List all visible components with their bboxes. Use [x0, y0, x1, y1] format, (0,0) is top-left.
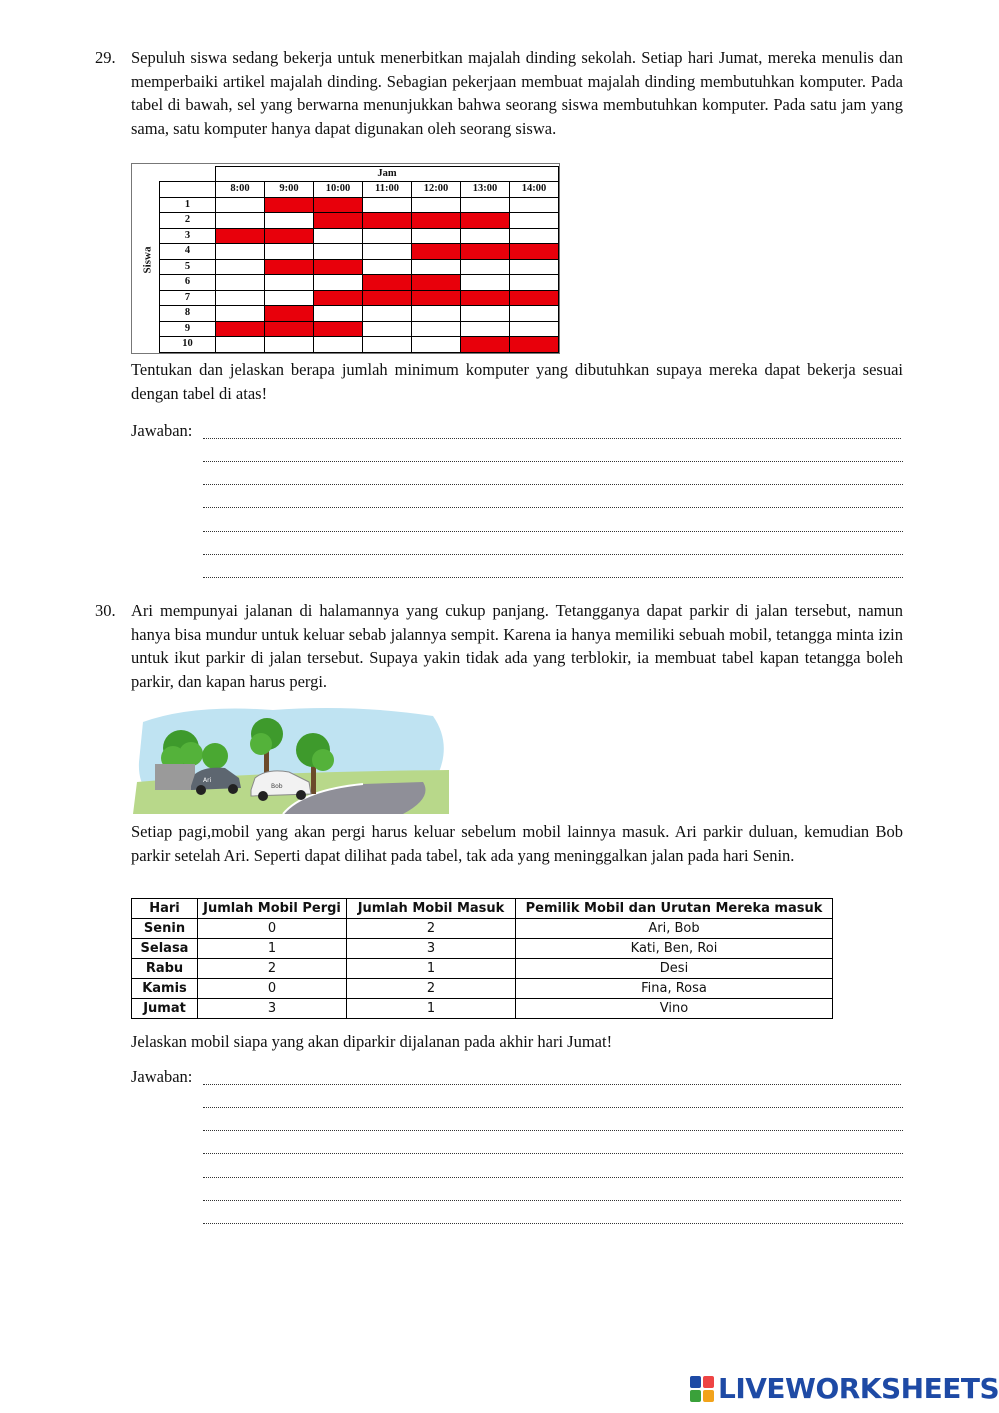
schedule-cell-used	[216, 321, 265, 337]
question-30-context: Setiap pagi,mobil yang akan pergi harus keluar sebelum mobil lainnya masuk. Ari parkir duluan, kemudian Bob parkir setelah Ari. Seperti dapat dilihat pada tabel, tak ada yang meninggalkan jalan pada hari Senin.	[131, 822, 903, 865]
schedule-cell-used	[461, 244, 510, 260]
schedule-cell-free	[216, 197, 265, 213]
schedule-cell-free	[363, 321, 412, 337]
schedule-cell-used	[510, 244, 559, 260]
answer-line[interactable]	[203, 1223, 903, 1224]
jam-header: Jam	[216, 167, 559, 182]
col-header-hari: Hari	[132, 899, 198, 919]
cars-leaving-cell: 3	[198, 999, 347, 1019]
question-30-context-block	[95, 820, 903, 867]
schedule-cell-free	[314, 244, 363, 260]
car-label-ari: Ari	[203, 777, 212, 784]
schedule-cell-used	[265, 197, 314, 213]
answer-line[interactable]	[203, 1084, 901, 1085]
answer-line[interactable]	[203, 577, 903, 578]
day-cell: Selasa	[132, 939, 198, 959]
schedule-cell-free	[510, 197, 559, 213]
table-row	[160, 244, 559, 260]
student-number: 10	[160, 337, 216, 353]
student-number: 5	[160, 259, 216, 275]
table-row	[160, 228, 559, 244]
student-number: 8	[160, 306, 216, 322]
time-header: 14:00	[510, 182, 559, 198]
schedule-cell-free	[314, 337, 363, 353]
answer-line[interactable]	[203, 438, 901, 439]
student-number: 2	[160, 213, 216, 229]
schedule-cell-used	[314, 197, 363, 213]
logo-text: LIVEWORKSHEETS	[718, 1372, 999, 1405]
schedule-cell-free	[363, 259, 412, 275]
table-row	[160, 290, 559, 306]
car-label-bob: Bob	[271, 783, 283, 790]
schedule-cell-free	[363, 244, 412, 260]
time-header: 13:00	[461, 182, 510, 198]
owners-cell: Vino	[516, 999, 833, 1019]
schedule-cell-free	[461, 259, 510, 275]
question-30-number: 30.	[95, 601, 116, 620]
schedule-cell-free	[412, 321, 461, 337]
question-29	[95, 46, 903, 140]
schedule-cell-free	[265, 244, 314, 260]
answer-label-30: Jawaban:	[131, 1067, 193, 1086]
question-30-text: Ari mempunyai jalanan di halamannya yang cukup panjang. Tetangganya dapat parkir di jalan tersebut, namun hanya bisa mundur untuk keluar sebab jalannya sempit. Karena ia hanya memiliki sebuah mobil, tetangga minta izin untuk ikut parkir di jalan tersebut. Supaya yakin tidak ada yang terblokir, ia membuat tabel kapan tetangga boleh parkir, dan kapan harus pergi.	[131, 601, 903, 691]
answer-area-29[interactable]	[131, 420, 903, 580]
table-row	[160, 321, 559, 337]
student-number: 6	[160, 275, 216, 291]
cars-entering-cell: 2	[347, 979, 516, 999]
schedule-cell-free	[216, 275, 265, 291]
siswa-axis-label: Siswa	[141, 246, 154, 274]
table-row	[160, 306, 559, 322]
schedule-cell-free	[265, 275, 314, 291]
cars-entering-cell: 1	[347, 959, 516, 979]
answer-line[interactable]	[203, 554, 903, 555]
cars-entering-cell: 2	[347, 919, 516, 939]
schedule-cell-free	[510, 259, 559, 275]
schedule-cell-used	[314, 290, 363, 306]
cars-leaving-cell: 1	[198, 939, 347, 959]
schedule-cell-free	[461, 275, 510, 291]
liveworksheets-logo	[690, 1372, 999, 1405]
schedule-cell-free	[314, 275, 363, 291]
answer-line[interactable]	[203, 1153, 903, 1154]
computer-schedule-figure	[131, 163, 560, 354]
schedule-cell-free	[216, 213, 265, 229]
answer-line[interactable]	[203, 484, 903, 485]
schedule-cell-used	[412, 213, 461, 229]
answer-line[interactable]	[203, 531, 903, 532]
table-row	[132, 979, 833, 999]
schedule-cell-used	[461, 337, 510, 353]
schedule-cell-used	[314, 321, 363, 337]
student-number: 3	[160, 228, 216, 244]
answer-line[interactable]	[203, 1130, 903, 1131]
schedule-cell-free	[216, 337, 265, 353]
schedule-cell-used	[363, 290, 412, 306]
answer-line[interactable]	[203, 1200, 901, 1201]
schedule-cell-used	[412, 244, 461, 260]
owners-cell: Fina, Rosa	[516, 979, 833, 999]
schedule-cell-free	[412, 306, 461, 322]
schedule-cell-used	[363, 275, 412, 291]
answer-area-30[interactable]	[131, 1066, 903, 1226]
schedule-cell-free	[461, 321, 510, 337]
schedule-cell-free	[265, 337, 314, 353]
table-row	[132, 919, 833, 939]
time-header: 8:00	[216, 182, 265, 198]
schedule-cell-free	[363, 228, 412, 244]
schedule-cell-free	[314, 228, 363, 244]
schedule-cell-free	[412, 337, 461, 353]
owners-cell: Kati, Ben, Roi	[516, 939, 833, 959]
question-29-prompt: Tentukan dan jelaskan berapa jumlah minimum komputer yang dibutuhkan supaya mereka dapat bekerja sesuai dengan tabel di atas!	[131, 360, 903, 403]
computer-schedule-table	[159, 166, 559, 353]
table-row	[132, 939, 833, 959]
schedule-cell-free	[510, 275, 559, 291]
answer-line[interactable]	[203, 1107, 903, 1108]
table-row	[160, 197, 559, 213]
owners-cell: Desi	[516, 959, 833, 979]
schedule-cell-used	[363, 213, 412, 229]
schedule-cell-free	[363, 306, 412, 322]
schedule-cell-used	[265, 228, 314, 244]
schedule-cell-free	[412, 197, 461, 213]
schedule-cell-free	[461, 228, 510, 244]
schedule-cell-free	[265, 290, 314, 306]
schedule-cell-used	[510, 337, 559, 353]
schedule-cell-free	[461, 306, 510, 322]
schedule-cell-free	[510, 213, 559, 229]
schedule-cell-free	[461, 197, 510, 213]
live-logo-mark-icon	[690, 1376, 714, 1402]
schedule-cell-free	[265, 213, 314, 229]
question-30	[95, 599, 903, 693]
schedule-cell-free	[216, 290, 265, 306]
schedule-cell-free	[363, 197, 412, 213]
day-cell: Senin	[132, 919, 198, 939]
cars-entering-cell: 3	[347, 939, 516, 959]
schedule-cell-free	[510, 228, 559, 244]
cars-leaving-cell: 0	[198, 919, 347, 939]
question-30-prompt-block	[95, 1030, 903, 1054]
schedule-cell-free	[510, 321, 559, 337]
table-row	[132, 999, 833, 1019]
schedule-cell-used	[412, 275, 461, 291]
table-row	[160, 213, 559, 229]
student-number: 1	[160, 197, 216, 213]
day-cell: Rabu	[132, 959, 198, 979]
answer-label-29: Jawaban:	[131, 421, 193, 440]
schedule-cell-free	[216, 244, 265, 260]
schedule-cell-free	[314, 306, 363, 322]
schedule-cell-used	[314, 213, 363, 229]
schedule-cell-used	[461, 290, 510, 306]
time-header: 10:00	[314, 182, 363, 198]
schedule-cell-used	[216, 228, 265, 244]
student-number: 4	[160, 244, 216, 260]
student-number: 9	[160, 321, 216, 337]
table-row	[132, 959, 833, 979]
question-29-prompt-block	[95, 358, 903, 405]
answer-line[interactable]	[203, 507, 903, 508]
schedule-cell-free	[412, 228, 461, 244]
table-row	[160, 259, 559, 275]
driveway-illustration	[133, 702, 449, 814]
schedule-cell-used	[265, 259, 314, 275]
answer-line[interactable]	[203, 461, 903, 462]
schedule-cell-used	[314, 259, 363, 275]
time-header: 9:00	[265, 182, 314, 198]
question-29-number: 29.	[95, 48, 116, 67]
cars-entering-cell: 1	[347, 999, 516, 1019]
cars-leaving-cell: 0	[198, 979, 347, 999]
student-number: 7	[160, 290, 216, 306]
schedule-cell-used	[412, 290, 461, 306]
day-cell: Jumat	[132, 999, 198, 1019]
schedule-cell-used	[265, 306, 314, 322]
schedule-cell-used	[265, 321, 314, 337]
schedule-cell-used	[510, 290, 559, 306]
col-header-pemilik: Pemilik Mobil dan Urutan Mereka masuk	[516, 899, 833, 919]
table-row	[160, 275, 559, 291]
table-row	[160, 337, 559, 353]
schedule-cell-free	[216, 259, 265, 275]
parking-table	[131, 898, 833, 1019]
time-header: 11:00	[363, 182, 412, 198]
question-30-prompt: Jelaskan mobil siapa yang akan diparkir dijalanan pada akhir hari Jumat!	[131, 1032, 613, 1051]
col-header-pergi: Jumlah Mobil Pergi	[198, 899, 347, 919]
schedule-cell-free	[412, 259, 461, 275]
question-29-text: Sepuluh siswa sedang bekerja untuk menerbitkan majalah dinding sekolah. Setiap hari Jumat, mereka menulis dan memperbaiki artikel majalah dinding. Sebagian pekerjaan membuat majalah dinding membutuhkan komputer. Pada tabel di bawah, sel yang berwarna menunjukkan bahwa seorang siswa membutuhkan komputer. Pada satu jam yang sama, satu komputer hanya dapat digunakan oleh seorang siswa.	[131, 48, 903, 138]
schedule-cell-free	[216, 306, 265, 322]
schedule-cell-used	[461, 213, 510, 229]
col-header-masuk: Jumlah Mobil Masuk	[347, 899, 516, 919]
schedule-cell-free	[363, 337, 412, 353]
cars-leaving-cell: 2	[198, 959, 347, 979]
owners-cell: Ari, Bob	[516, 919, 833, 939]
time-header: 12:00	[412, 182, 461, 198]
day-cell: Kamis	[132, 979, 198, 999]
answer-line[interactable]	[203, 1177, 903, 1178]
schedule-cell-free	[510, 306, 559, 322]
